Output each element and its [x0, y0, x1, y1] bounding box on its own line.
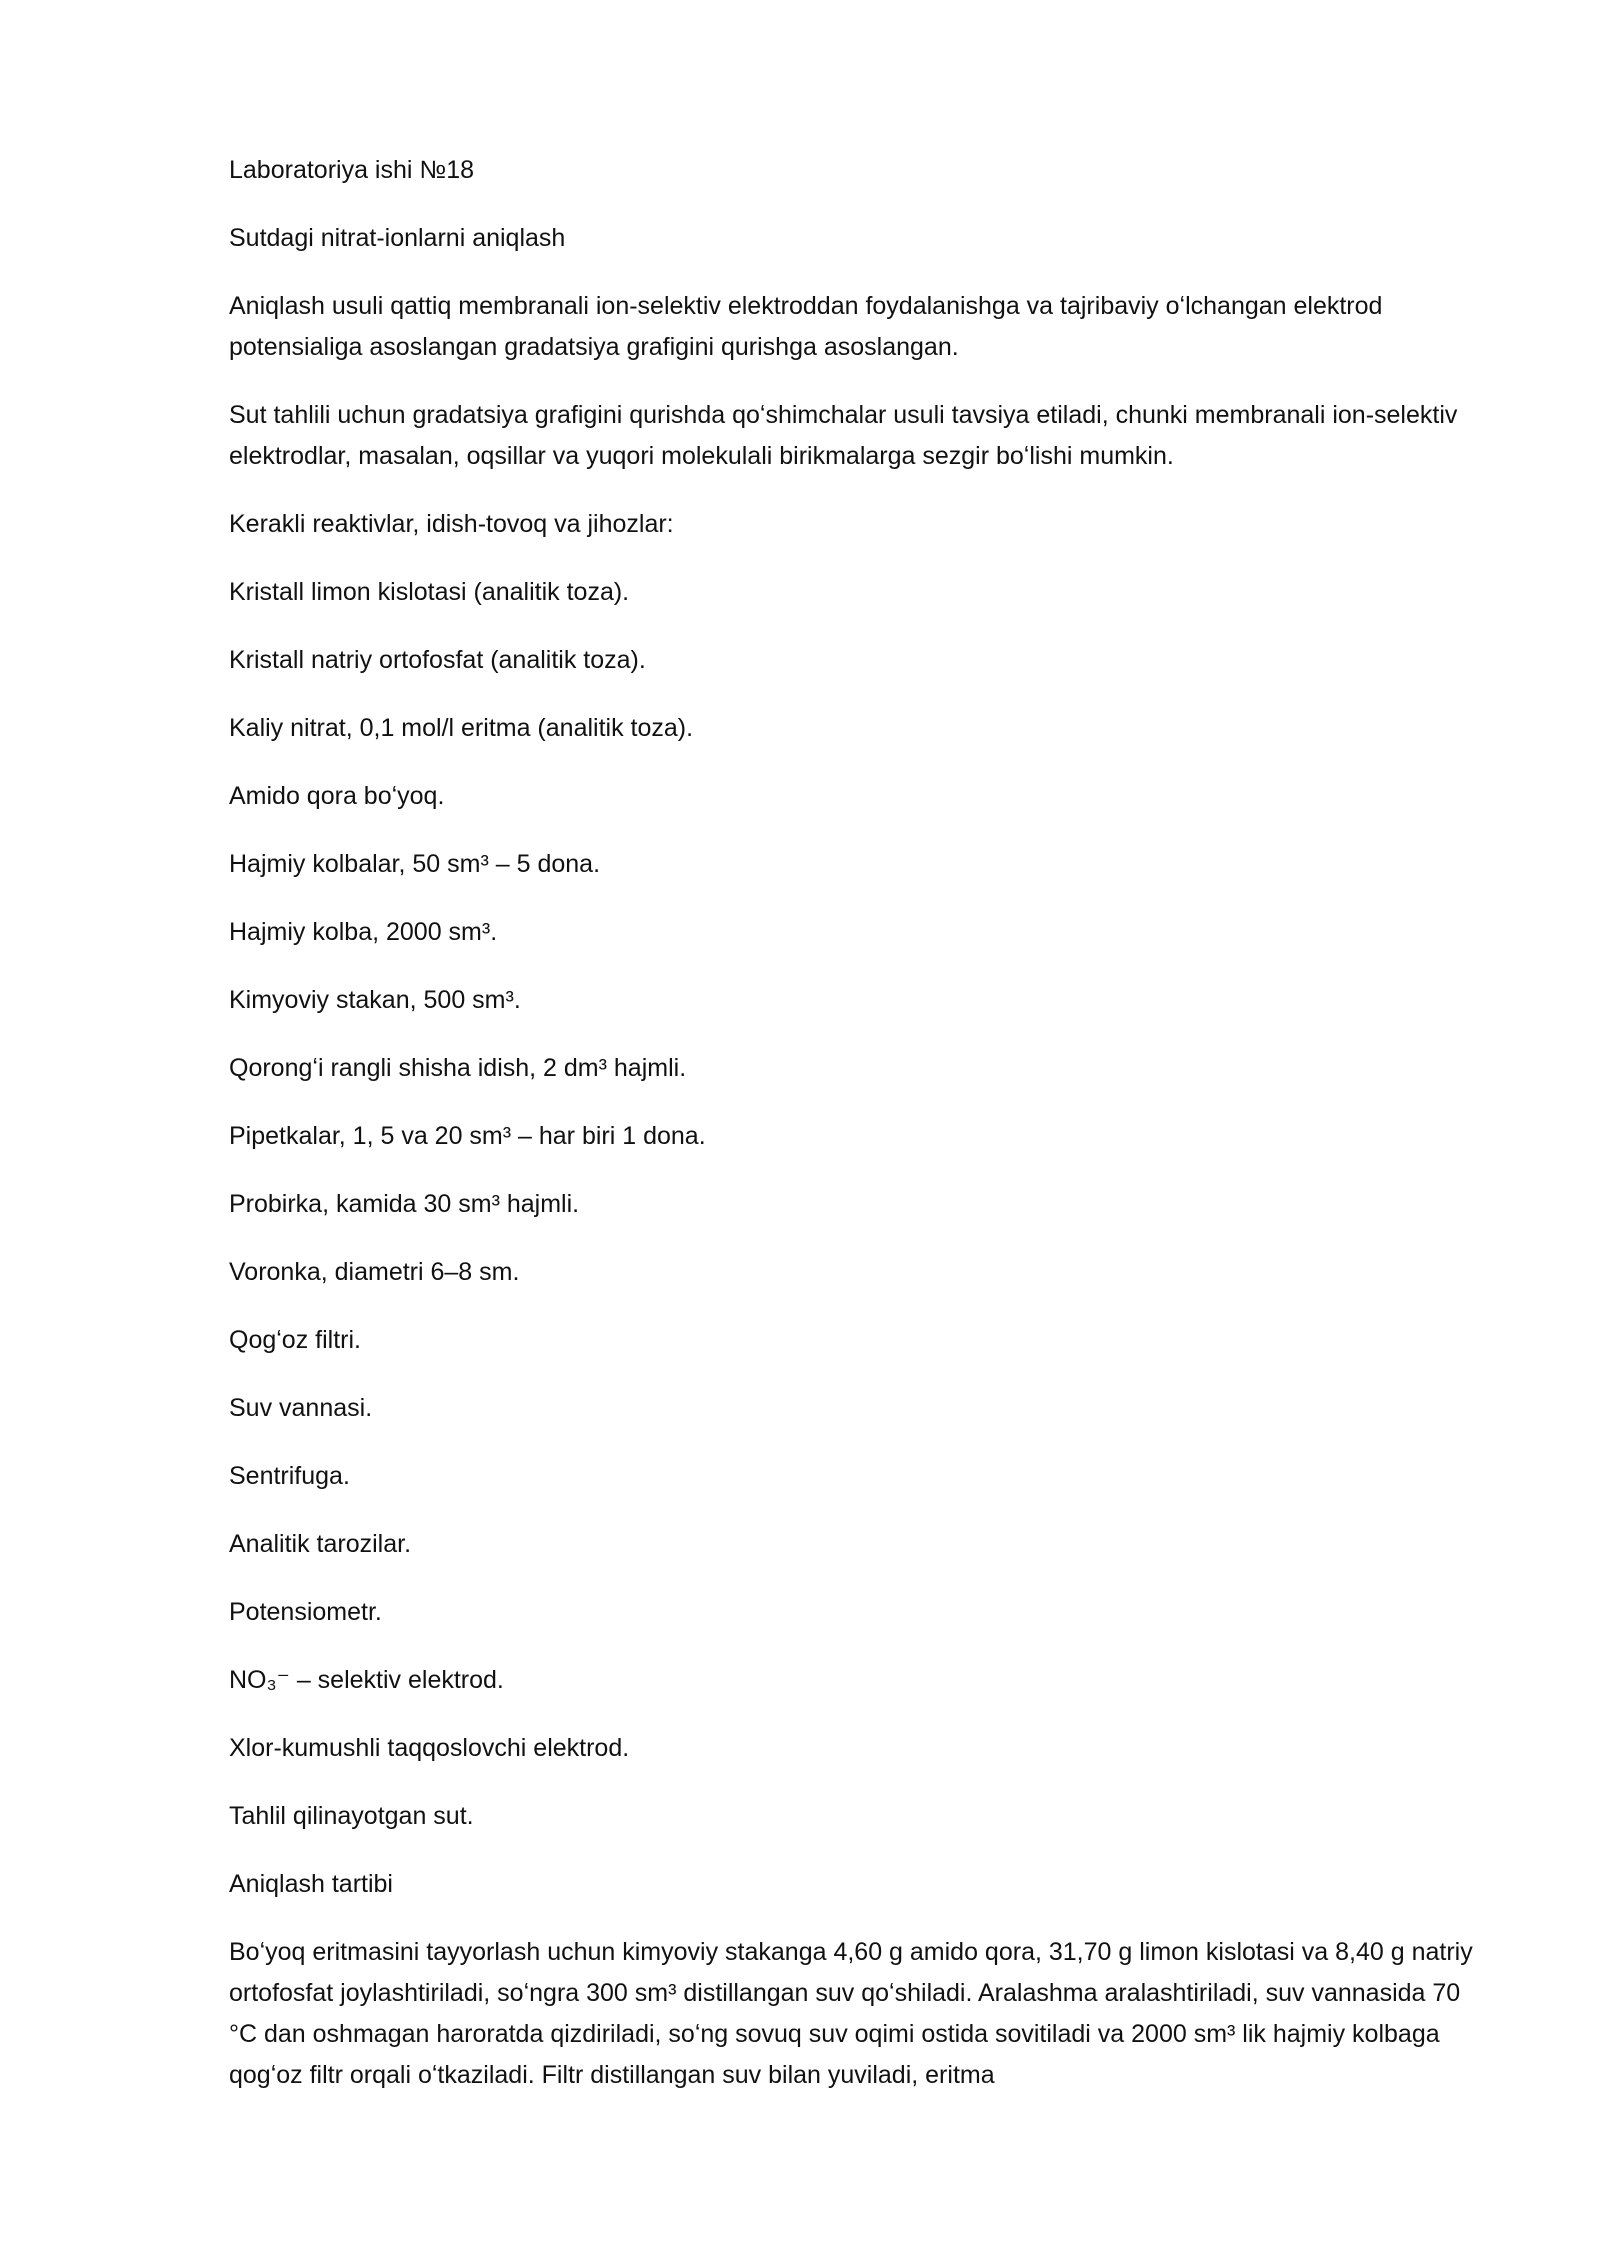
materials-item: Hajmiy kolba, 2000 sm³.: [229, 918, 498, 946]
materials-item: Sentrifuga.: [229, 1462, 350, 1490]
procedure-paragraph: Boʻyoq eritmasini tayyorlash uchun kimyoviy stakanga 4,60 g amido qora, 31,70 g limon kislotasi va 8,40 g natriy ortofosfat joylashtiriladi, soʻngra 300 sm³ distillangan suv qoʻshiladi. Aralashma aralashtiriladi, suv vannasida 70 °C dan oshmagan haroratda qizdiriladi, soʻng sovuq suv oqimi ostida sovitiladi va 2000 sm³ lik hajmiy kolbaga qogʻoz filtr orqali oʻtkaziladi. Filtr distillangan suv bilan yuviladi, eritma: [229, 1938, 1473, 2089]
materials-item: Suv vannasi.: [229, 1394, 373, 1422]
materials-item: Qorongʻi rangli shisha idish, 2 dm³ hajmli.: [229, 1054, 687, 1082]
document-title: Laboratoriya ishi №18: [229, 156, 475, 184]
materials-item: Tahlil qilinayotgan sut.: [229, 1802, 474, 1830]
materials-item: Kristall natriy ortofosfat (analitik toza).: [229, 646, 646, 674]
materials-item: Xlor-kumushli taqqoslovchi elektrod.: [229, 1734, 630, 1762]
document-subtitle: Sutdagi nitrat-ionlarni aniqlash: [229, 224, 566, 252]
materials-item: Kaliy nitrat, 0,1 mol/l eritma (analitik toza).: [229, 714, 694, 742]
materials-item: Amido qora boʻyoq.: [229, 782, 445, 810]
materials-item: Hajmiy kolbalar, 50 sm³ – 5 dona.: [229, 850, 601, 878]
materials-item: Potensiometr.: [229, 1598, 382, 1626]
procedure-heading: Aniqlash tartibi: [229, 1870, 393, 1898]
materials-item: Kristall limon kislotasi (analitik toza).: [229, 578, 630, 606]
materials-item: Probirka, kamida 30 sm³ hajmli.: [229, 1190, 580, 1218]
materials-item: Kimyoviy stakan, 500 sm³.: [229, 986, 521, 1014]
materials-item: Pipetkalar, 1, 5 va 20 sm³ – har biri 1 dona.: [229, 1122, 706, 1150]
document-body: [229, 150, 1489, 2123]
materials-item: Qogʻoz filtri.: [229, 1326, 361, 1354]
additions-method-paragraph: Sut tahlili uchun gradatsiya grafigini qurishda qoʻshimchalar usuli tavsiya etiladi, chunki membranali ion-selektiv elektrodlar, masalan, oqsillar va yuqori molekulali birikmalarga sezgir boʻlishi mumkin.: [229, 401, 1458, 470]
method-description-paragraph: Aniqlash usuli qattiq membranali ion-selektiv elektroddan foydalanishga va tajribaviy oʻlchangan elektrod potensialiga asoslangan gradatsiya grafigini qurishga asoslangan.: [229, 292, 1383, 361]
materials-item: Voronka, diametri 6–8 sm.: [229, 1258, 520, 1286]
materials-item: NO₃⁻ – selektiv elektrod.: [229, 1666, 504, 1694]
materials-heading: Kerakli reaktivlar, idish-tovoq va jihozlar:: [229, 510, 674, 538]
materials-item: Analitik tarozilar.: [229, 1530, 412, 1558]
